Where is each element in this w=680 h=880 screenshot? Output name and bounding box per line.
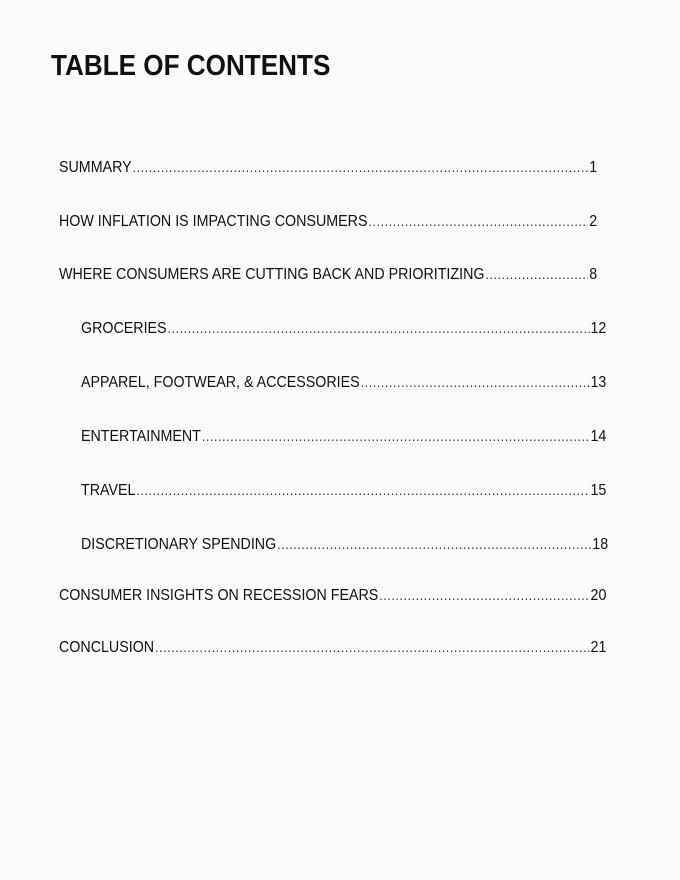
toc-entry-conclusion[interactable]: [59, 636, 606, 658]
toc-entry-how-inflation[interactable]: [59, 210, 597, 232]
toc-entry-label: APPAREL, FOOTWEAR, & ACCESSORIES: [81, 374, 360, 391]
toc-dot-leader: [167, 317, 589, 339]
toc-page-number: 18: [592, 536, 609, 553]
toc-dot-leader: [361, 371, 590, 393]
toc-page-number: 12: [590, 320, 607, 337]
toc-entry-label: TRAVEL: [81, 482, 136, 499]
toc-entry-travel[interactable]: [81, 479, 606, 501]
toc-page-number: 13: [590, 374, 607, 391]
toc-entry-label: DISCRETIONARY SPENDING: [81, 536, 277, 553]
toc-page-number: 1: [589, 159, 598, 176]
toc-dot-leader: [136, 479, 589, 501]
toc-entry-where-consumers[interactable]: [59, 263, 597, 285]
toc-dot-leader: [133, 156, 589, 178]
toc-entry-label: WHERE CONSUMERS ARE CUTTING BACK AND PRIORITIZING: [59, 266, 485, 283]
page-title: TABLE OF CONTENTS: [51, 50, 331, 82]
toc-dot-leader: [485, 263, 588, 285]
toc-entry-label: CONSUMER INSIGHTS ON RECESSION FEARS: [59, 587, 379, 604]
toc-dot-leader: [202, 425, 590, 447]
toc-entry-entertainment[interactable]: [81, 425, 606, 447]
toc-entry-recession-fears[interactable]: [59, 584, 606, 606]
toc-dot-leader: [379, 584, 589, 606]
toc-page-number: 20: [590, 587, 607, 604]
toc-entry-apparel[interactable]: [81, 371, 606, 393]
toc-entry-label: SUMMARY: [59, 159, 132, 176]
toc-entry-groceries[interactable]: [81, 317, 606, 339]
toc-entry-summary[interactable]: [59, 156, 597, 178]
toc-dot-leader: [155, 636, 590, 658]
toc-dot-leader: [368, 210, 588, 232]
toc-dot-leader: [277, 533, 591, 555]
toc-page-number: 2: [589, 213, 598, 230]
toc-entry-label: GROCERIES: [81, 320, 167, 337]
toc-page-number: 14: [590, 428, 607, 445]
toc-entry-label: CONCLUSION: [59, 639, 155, 656]
toc-page-number: 15: [590, 482, 607, 499]
toc-page-number: 21: [590, 639, 607, 656]
toc-entry-label: ENTERTAINMENT: [81, 428, 201, 445]
toc-entry-label: HOW INFLATION IS IMPACTING CONSUMERS: [59, 213, 368, 230]
toc-entry-discretionary[interactable]: [81, 533, 608, 555]
toc-page-number: 8: [589, 266, 598, 283]
